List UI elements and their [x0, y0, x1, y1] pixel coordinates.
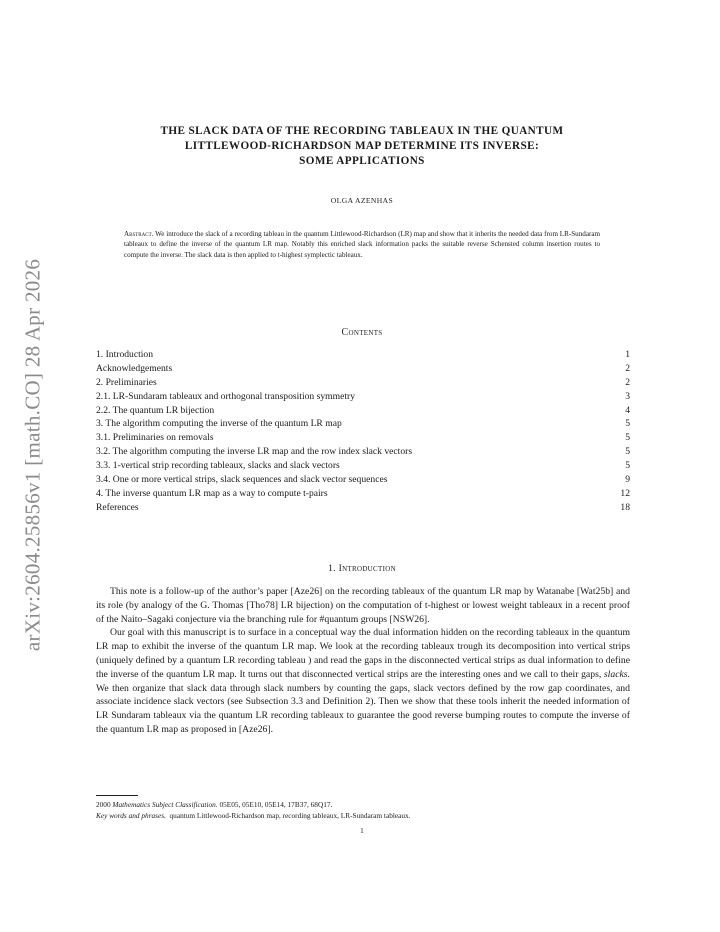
- toc-entry-label: 4. The inverse quantum LR map as a way to compute t-pairs: [96, 487, 328, 499]
- author-name: OLGA AZENHAS: [330, 196, 394, 205]
- toc-entry[interactable]: [96, 404, 630, 418]
- toc-entry-label: References: [96, 501, 139, 513]
- abstract-label: Abstract.: [124, 230, 154, 238]
- toc-entry[interactable]: [96, 376, 630, 390]
- toc-entry-page: 5: [625, 418, 630, 430]
- abstract-text: We introduce the slack of a recording tableau in the quantum Littlewood-Richardson (LR) map and show that it inherits the needed data from LR-Sundaram tableaux to define the inverse of the quantum LR map. Notably this enriched slack information packs the suitable reverse Schensted column insertion routes to compute the inverse. The slack data is then applied to t-highest symplectic tableaux.: [124, 230, 600, 259]
- footnote-keywords: [96, 810, 630, 821]
- paragraph: [96, 626, 630, 736]
- page-number: 1: [360, 826, 364, 835]
- toc-entry[interactable]: [96, 501, 630, 515]
- footnotes: [96, 799, 630, 821]
- toc-entry-page: 5: [625, 460, 630, 472]
- footnote-divider: [96, 795, 138, 796]
- toc-entry[interactable]: [96, 431, 630, 445]
- title-line-3: SOME APPLICATIONS: [299, 155, 425, 167]
- toc-entry[interactable]: [96, 417, 630, 431]
- toc-entry-page: 5: [625, 446, 630, 458]
- toc-entry[interactable]: [96, 487, 630, 501]
- paper-title: [96, 124, 628, 169]
- section-heading-text: 1. Introduction: [328, 563, 396, 574]
- toc-entry-page: 1: [625, 349, 630, 360]
- toc-entry-page: 2: [625, 362, 630, 374]
- toc-entry-page: 4: [625, 404, 630, 416]
- toc-entry[interactable]: [96, 362, 630, 376]
- toc-entry-label: 3.1. Preliminaries on removals: [96, 432, 214, 444]
- toc-entry-page: 18: [620, 501, 630, 513]
- toc-entry-label: 3.4. One or more vertical strips, slack sequences and slack vector sequences: [96, 474, 388, 486]
- emphasis-slacks: slacks.: [603, 668, 630, 680]
- msc-label: Mathematics Subject Classification.: [112, 800, 218, 809]
- keywords-text: quantum Littlewood-Richardson map, recording tableaux, LR-Sundaram tableaux.: [169, 811, 411, 820]
- title-line-1: THE SLACK DATA OF THE RECORDING TABLEAUX IN THE QUANTUM: [160, 125, 564, 137]
- contents-heading: Contents: [341, 327, 383, 338]
- toc-entry-page: 9: [625, 474, 630, 486]
- paragraph-text: We then organize that slack data through slack numbers by counting the gaps, slack vectors defined by the row gap coordinates, and associate incidence slack vectors (see Subsection 3.3 and Definition 2). Then we show that these tools inherit the needed information of LR Sundaram tableaux via the quantum LR recording tableaux to guarantee the good reverse bumping routes to compute the inverse of the quantum LR map as proposed in [Aze26].: [96, 682, 630, 735]
- abstract: [124, 229, 600, 260]
- toc-entry-label: 2. Preliminaries: [96, 376, 157, 388]
- toc-entry-page: 3: [625, 390, 630, 402]
- toc-entry[interactable]: [96, 445, 630, 459]
- msc-year: 2000: [96, 800, 111, 809]
- title-line-2: LITTLEWOOD-RICHARDSON MAP DETERMINE ITS INVERSE:: [184, 140, 540, 152]
- toc-entry-page: 12: [620, 487, 630, 499]
- toc-entry-label: 3.3. 1-vertical strip recording tableaux, slacks and slack vectors: [96, 460, 340, 472]
- toc-entry-label: 2.2. The quantum LR bijection: [96, 404, 215, 416]
- table-of-contents: [96, 348, 630, 515]
- paragraph-text: Our goal with this manuscript is to surface in a conceptual way the dual information hidden on the recording tableaux in the quantum LR map to exhibit the inverse of the quantum LR map. We look at the recording tableaux trough its decomposition into vertical strips (uniquely defined by a quantum LR recording tableau ) and read the gaps in the disconnected vertical strips as dual information to define the inverse of the quantum LR map. It turns out that disconnected vertical strips are the interesting ones and we call to their gaps,: [96, 627, 630, 680]
- msc-codes: 05E05, 05E10, 05E14, 17B37, 68Q17.: [219, 800, 333, 809]
- keywords-label: Key words and phrases.: [96, 811, 166, 820]
- toc-entry-label: Acknowledgements: [96, 362, 173, 374]
- toc-entry-label: 3.2. The algorithm computing the inverse LR map and the row index slack vectors: [96, 446, 413, 458]
- arxiv-identifier: arXiv:2604.25856v1 [math.CO] 28 Apr 2026: [20, 258, 45, 652]
- toc-entry[interactable]: [96, 459, 630, 473]
- toc-entry-page: 2: [625, 376, 630, 388]
- toc-entry-label: 2.1. LR-Sundaram tableaux and orthogonal transposition symmetry: [96, 390, 355, 402]
- toc-entry[interactable]: [96, 473, 630, 487]
- toc-entry-page: 5: [625, 432, 630, 444]
- toc-entry-label: 1. Introduction: [96, 349, 154, 360]
- toc-entry[interactable]: [96, 348, 630, 362]
- footnote-msc: [96, 799, 630, 810]
- toc-entry[interactable]: [96, 390, 630, 404]
- introduction-body: [96, 585, 630, 737]
- toc-entry-label: 3. The algorithm computing the inverse of the quantum LR map: [96, 418, 342, 430]
- section-heading-introduction: [96, 563, 628, 574]
- paragraph: This note is a follow-up of the author’s paper [Aze26] on the recording tableaux of the quantum LR map by Watanabe [Wat25b] and its role (by analogy of the G. Thomas [Tho78] LR bijection) on the computation of t-highest or lowest weight tableaux in a recent proof of the Naito–Sagaki conjecture via the branching rule for #quantum groups [NSW26].: [96, 586, 630, 625]
